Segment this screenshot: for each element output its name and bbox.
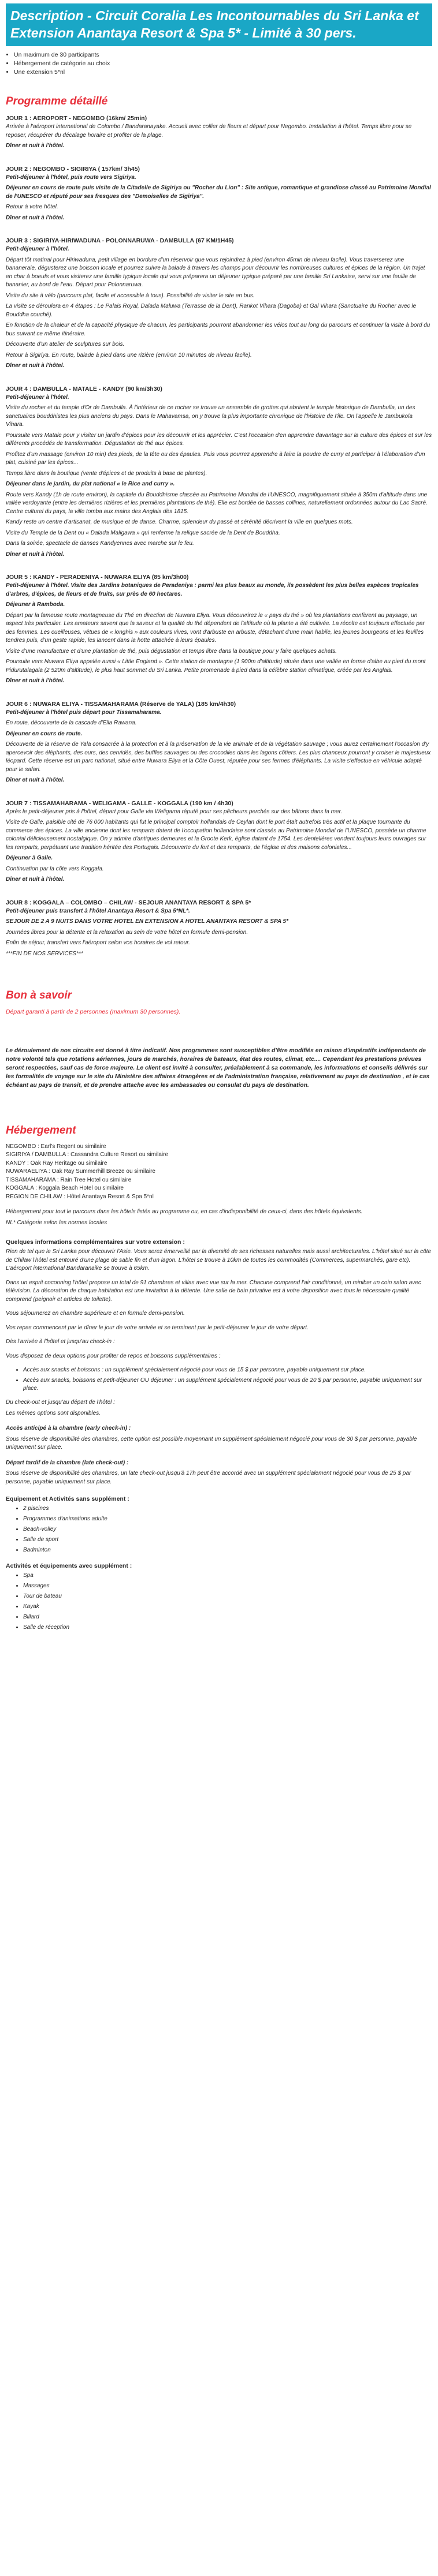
list-item: • Une extension 5*nl <box>14 68 432 77</box>
disclaimer-text: Le déroulement de nos circuits est donné à titre indicatif. Nos programmes sont susceptibles d'être modifiés en raison d'impératifs indépendants de notre volonté tels que rotations aériennes, jours de marchés, horaires de bateaux, état des routes, climat, etc.... Cependant les prestations prévues seront respectées, sauf cas de force majeure. Le client est invité à consulter, préalablement à sa commande, les informations et conseils délivrés sur les formalités de voyage sur le site du Ministère des affaires étrangères et de l'administration française, relativement au pays de destination , et le cas échéant au pays de transit, et de prendre attache avec les ambassades ou consulat du pays de destination. <box>6 1047 430 1089</box>
free-activities-list <box>6 1505 432 1554</box>
extension-info <box>6 1248 432 1360</box>
list-item: • Massages <box>23 1582 432 1590</box>
section-title-bon-a-savoir: Bon à savoir <box>6 989 72 1001</box>
day-title: JOUR 2 : NEGOMBO - SIGIRIYA ( 157km/ 3h45) <box>6 165 140 173</box>
day-line: Petit-déjeuner à l'hôtel. <box>6 246 69 252</box>
list-item: • Un maximum de 30 participants <box>14 51 432 59</box>
list-item: • Accès aux snacks, boissons et petit-déjeuner OU déjeuner : un supplément spécialement négocié pour vous de 20 $ par personne, payable uniquement sur place. <box>23 1377 432 1393</box>
hotel-item: KOGGALA : Koggala Beach Hotel ou similaire <box>6 1185 124 1191</box>
list-item: • 2 piscines <box>23 1505 432 1513</box>
hotel-item: REGION DE CHILAW : Hôtel Anantaya Resort & Spa 5*nl <box>6 1193 154 1200</box>
day-line: Départ tôt matinal pour Hiriwaduna, petit village en bordure d'un réservoir que vous rejoindrez à pied (environ 45min de niveau facile). Vous traverserez une bananeraie, dégusterez une boisson locale et pourrez suivre la balade à travers les champs pour découvrir les nombreuses cultures et épices de la région. Un trajet en char à boeufs et vous visiterez une famille typique locale qui vous préparera un déjeuner typique préparé par une famille Sri Lankaise, servi sur une feuille de bananier, au bord de l'eau. Départ pour Polonnaruwa. <box>6 256 425 288</box>
info-paragraph: Vous séjournerez en chambre supérieure et en formule demi-pension. <box>6 1310 185 1317</box>
early-checkin-title: Accès anticipé à la chambre (early check-in) : <box>6 1425 131 1431</box>
day-line: Retour à votre hôtel. <box>6 204 58 210</box>
day-line: Visite du rocher et du temple d'Or de Dambulla. À l'intérieur de ce rocher se trouve un ensemble de grottes qui abritent le temple historique de Dambulla, un des sanctuaires bouddhistes les plus anciens du pays. Dans le Mahavamsa, on y trouve la plus importante chronique de l'histoire de l'île. On l'appelle le Jambukola Vihara. <box>6 405 415 428</box>
paid-activities-title: Activités et équipements avec supplément : <box>6 1562 132 1569</box>
day-line: Dîner et nuit à l'hôtel. <box>6 551 65 558</box>
day-line: Retour à Sigiriya. En route, balade à pied dans une rizière (environ 10 minutes de niveau facile). <box>6 352 252 358</box>
category-note: NL* Catégorie selon les normes locales <box>6 1219 107 1226</box>
late-checkout-text: Sous réserve de disponibilité des chambres, un late check-out jusqu'à 17h peut être accordé avec un supplément spécialement négocié pour vous de 25 $ par personne, payable uniquement sur place. <box>6 1470 411 1485</box>
checkout-line: Du check-out et jusqu'au départ de l'hôtel : <box>6 1399 115 1405</box>
day-title: JOUR 7 : TISSAMAHARAMA - WELIGAMA - GALLE - KOGGALA (190 km / 4h30) <box>6 799 233 807</box>
info-paragraph: Dans un esprit cocooning l'hôtel propose un total de 91 chambres et villas avec vue sur la mer. Chacune comprend l'air conditionné, un minibar un coin salon avec télévision. La décoration de chaque habitation est une invitation à la détente. Une salle de bain privative est à votre disposition avec tous le nécessaire qualité comprend (peignoir et articles de toilette). <box>6 1279 421 1303</box>
day-title: JOUR 8 : KOGGALA – COLOMBO – CHILAW - SEJOUR ANANTAYA RESORT & SPA 5* <box>6 899 251 906</box>
day-line: Temps libre dans la boutique (vente d'épices et de produits à base de plantes). <box>6 470 207 477</box>
hotel-item: NEGOMBO : Earl's Regent ou similaire <box>6 1143 106 1150</box>
day-line: Dîner et nuit à l'hôtel. <box>6 214 65 221</box>
day-line: Dîner et nuit à l'hôtel. <box>6 876 65 883</box>
day-line: Petit-déjeuner à l'hôtel puis départ pour Tissamaharama. <box>6 709 162 716</box>
day-line: Petit-déjeuner à l'hôtel. Visite des Jardins botaniques de Peradeniya : parmi les plus beaux au monde, ils possèdent les plus belles espèces tropicales d'arbres, d'épices, de fleurs et de fruits, sur près de 60 hectares. <box>6 582 419 597</box>
late-checkout-title: Départ tardif de la chambre (late check-out) : <box>6 1459 129 1466</box>
options-list <box>6 1366 432 1393</box>
day-line: Poursuite vers Matale pour y visiter un jardin d'épices pour les découvrir et les apprécier. C'est l'occasion d'en apprendre davantage sur la culture des épices et sur les différents procédés de transformation. Dégustation de thé aux épices. <box>6 432 432 447</box>
list-item: • Salle de sport <box>23 1536 432 1544</box>
info-paragraph: Dès l'arrivée à l'hôtel et jusqu'au check-in : <box>6 1339 115 1345</box>
hotel-item: NUWARAELIYA : Oak Ray Summerhill Breeze ou similaire <box>6 1168 155 1175</box>
day-line: Petit-déjeuner puis transfert à l'hôtel Anantaya Resort & Spa 5*NL*. <box>6 907 190 914</box>
day-title: JOUR 5 : KANDY - PERADENIYA - NUWARA ELIYA (85 km/3h00) <box>6 574 189 581</box>
day-line: Route vers Kandy (1h de route environ), la capitale du Bouddhisme classée au Patrimoine Mondial de l'UNESCO, magnifiquement située à 350m d'altitude dans une vallée verdoyante (entre les dernières rizières et les premières plantations de thé). Elle est bordée de basses collines, naturellement ordonnées autour du Lac Sacré. Centre culturel du pays, la ville tomba aux mains des Anglais dès 1815. <box>6 491 428 515</box>
list-item: • Badminton <box>23 1546 432 1554</box>
section-title-hebergement: Hébergement <box>6 1124 76 1136</box>
hebergement-note: Hébergement pour tout le parcours dans les hôtels listés au programme ou, en cas d'indisponibilité de ceux-ci, dans des hôtels équivalents. <box>6 1209 363 1215</box>
extension-info-title: Quelques informations complémentaires sur votre extension : <box>6 1239 185 1246</box>
day-line: Petit-déjeuner à l'hôtel. <box>6 394 69 401</box>
day-line: Départ par la fameuse route montagneuse du Thé en direction de Nuwara Eliya. Vous découvrirez le « pays du thé » où les plantations confèrent au paysage, un aspect très particulier. Les amateurs savent que la saveur et la qualité du thé dépendent de l'altitude où la plante a été cultivée. La récolte est toujours effectuée par des femmes. Les cueilleuses, vêtues de « longhis » aux couleurs vives, vont d'arbuste en arbuste, détachant d'une main habile, les jeunes bourgeons et les feuilles tendres puis, d'un geste rapide, les lancent dans la hotte attachée à leurs épaules. <box>6 612 425 644</box>
list-item: • Beach-volley <box>23 1526 432 1534</box>
day-line: Visite de Galle, paisible cité de 76 000 habitants qui fut le principal comptoir hollandais de Ceylan dont le port était autrefois très actif et la plaque tournante du commerce des épices. La ville ancienne dont les remparts datent de l'occupation hollandaise sont classés au Patrimoine Mondial de l'UNESCO, possède un charme colonial délicieusement nostalgique. On y admire d'antiques demeures et la Groote Kerk, église datant de 1754. Les dentelières vendent toujours leurs ouvrages sur les remparts, perpétuant une tradition héritée des Portugais. Découverte du fort et des remparts, de l'église et des maisons coloniales... <box>6 819 426 851</box>
list-item: • Accès aux snacks et boissons : un supplément spécialement négocié pour vous de 15 $ par personne, payable uniquement sur place. <box>23 1366 432 1374</box>
day-line: En fonction de la chaleur et de la capacité physique de chacun, les participants pourront abandonner les vélos tout au long du parcours et continuer la visite à bord du bus suivant ce même itinéraire. <box>6 322 430 337</box>
list-item: • Salle de réception <box>23 1624 432 1632</box>
day-line: Continuation par la côte vers Koggala. <box>6 865 104 872</box>
programme-days <box>6 115 432 966</box>
day-line: Dans la soirée, spectacle de danses Kandyennes avec marche sur le feu. <box>6 540 194 547</box>
day-line: Profitez d'un massage (environ 10 min) des pieds, de la tête ou des épaules. Puis vous pourrez apprendre à faire la poudre de curry et participer à l'élaboration d'un plat, cuisiné par les épices... <box>6 451 425 466</box>
list-item: • Tour de bateau <box>23 1592 432 1601</box>
info-paragraph: Vous disposez de deux options pour profiter de repos et boissons supplémentaires : <box>6 1352 221 1359</box>
list-item: • Kayak <box>23 1603 432 1611</box>
info-paragraph: Rien de tel que le Sri Lanka pour découvrir l'Asie. Vous serez émerveillé par la diversité de ses richesses naturelles mais aussi architecturales. L'hôtel situé sur la côte de Chilaw l'hôtel est entouré d'une plage de sable fin et d'un lagon. L'hôtel se trouve à 10km de toutes les commodités (Commerces, supermarchés, gare etc). L'aéroport international Bandaranaike se trouve à 65km. <box>6 1248 432 1272</box>
early-checkin-text: Sous réserve de disponibilité des chambres, cette option est possible moyennant un supplément spécialement négocié pour vous de 30 $ par personne, payable uniquement sur place. <box>6 1435 417 1450</box>
day-title: JOUR 4 : DAMBULLA - MATALE - KANDY (90 km/3h30) <box>6 385 162 392</box>
day-line: Poursuite vers Nuwara Eliya appelée aussi « Little England ». Cette station de montagne (1 900m d'altitude) située dans une vallée en forme d'albe au pied du mont Pidurutalagala (2 520m d'altitude), le plus haut sommet du Sri Lanka. Petite promenade à pied dans la célèbre station climatique, créée par les Anglais. <box>6 659 426 674</box>
list-item: • Spa <box>23 1572 432 1580</box>
day-line: Journées libres pour la détente et la relaxation au sein de votre hôtel en formule demi-pension. <box>6 929 248 936</box>
day-line: Découverte d'un atelier de sculptures sur bois. <box>6 341 125 347</box>
day-line: Découverte de la réserve de Yala consacrée à la protection et à la préservation de la vie animale et de la végétation sauvage ; vous aurez certainement l'occasion d'y apercevoir des éléphants, des ours, des cervidés, des buffles sauvages ou des crocodiles dans les lagons côtiers. Les plus chanceux pourront y croiser le majestueux léopard. Cette réserve est un parc national, situé entre Nuwara Eliya et la Côte Ouest, réputée pour ses fermes d'éléphants. La visite s'effectue en véhicule adapté pour le safari. <box>6 741 431 773</box>
day-line: Déjeuner à Galle. <box>6 855 53 861</box>
bon-a-savoir-text: Départ garanti à partir de 2 personnes (maximum 30 personnes). <box>6 1008 181 1015</box>
day-line: Arrivée à l'aéroport international de Colombo / Bandaranayake. Accueil avec collier de fleurs et départ pour Negombo. Installation à l'hôtel. Temps libre pour se reposer, récupérer du décalage horaire et profiter de la plage. <box>6 124 412 139</box>
highlights-list <box>6 51 432 77</box>
day-line: Dîner et nuit à l'hôtel. <box>6 777 65 783</box>
day-line: Déjeuner à Rambodа. <box>6 601 65 608</box>
page-title: Description - Circuit Coralia Les Incontournables du Sri Lanka et Extension Anantaya Resort & Spa 5* - Limité à 30 pers. <box>6 3 432 46</box>
list-item: • Programmes d'animations adulte <box>23 1515 432 1523</box>
day-line: Petit-déjeuner à l'hôtel, puis route vers Sigiriya. <box>6 174 136 181</box>
day-line: ***FIN DE NOS SERVICES*** <box>6 950 83 957</box>
day-line: Visite du Temple de la Dent ou « Dalada Maligawa » qui renferme la relique sacrée de la Dent de Bouddha. <box>6 529 280 536</box>
info-paragraph: Vos repas commencent par le dîner le jour de votre arrivée et se terminent par le petit-déjeuner le jour de votre départ. <box>6 1324 309 1331</box>
day-line: Visite d'une manufacture et d'une plantation de thé, puis dégustation et temps libre dans la boutique pour y faire quelques achats. <box>6 648 337 655</box>
hotel-list <box>6 1143 432 1202</box>
day-title: JOUR 1 : AEROPORT - NEGOMBO (16km/ 25min) <box>6 115 147 122</box>
day-line: Déjeuner dans le jardin, du plat national « le Rice and curry ». <box>6 481 175 487</box>
hotel-item: KANDY : Oak Ray Heritage ou similaire <box>6 1160 107 1167</box>
list-item: • Billard <box>23 1613 432 1621</box>
checkout-line: Les mêmes options sont disponibles. <box>6 1409 101 1416</box>
day-line: Déjeuner en cours de route. <box>6 730 83 737</box>
free-activities-title: Equipement et Activités sans supplément : <box>6 1495 129 1502</box>
hotel-item: TISSAMAHARAMA : Rain Tree Hotel ou similaire <box>6 1176 132 1183</box>
day-line: La visite se déroulera en 4 étapes : Le Palais Royal, Dalada Maluwa (Terrasse de la Dent), Rankot Vihara (Dagoba) et Gal Vihara (Sanctuaire du Rocher avec le Bouddha couché). <box>6 303 417 318</box>
day-title: JOUR 3 : SIGIRIYA-HIRIWADUNA - POLONNARUWA - DAMBULLA (67 KM/1H45) <box>6 237 234 244</box>
hotel-item: SIGIRIYA / DAMBULLA : Cassandra Culture Resort ou similaire <box>6 1151 169 1158</box>
day-line: Après le petit-déjeuner pris à l'hôtel, départ pour Galle via Weligama réputé pour ses pêcheurs perchés sur des bâtons dans la mer. <box>6 808 343 815</box>
list-item: • Hébergement de catégorie au choix <box>14 59 432 68</box>
day-line: Déjeuner en cours de route puis visite de la Citadelle de Sigiriya ou "Rocher du Lion" : Site antique, romantique et grandiose classé au Patrimoine Mondial de l'UNESCO et réputé pour ses fresques des "Demoiselles de Sigiriya". <box>6 185 431 200</box>
day-line: En route, découverte de la cascade d'Ella Rawana. <box>6 720 137 726</box>
day-line: Kandy reste un centre d'artisanat, de musique et de danse. Charme, splendeur du passé et sérénité décrivent la ville en quelques mots. <box>6 519 353 525</box>
day-line: Dîner et nuit à l'hôtel. <box>6 143 65 149</box>
day-line: Enfin de séjour, transfert vers l'aéroport selon vos horaires de vol retour. <box>6 940 190 946</box>
day-title: JOUR 6 : NUWARA ELIYA - TISSAMAHARAMA (Réserve de YALA) (185 km/4h30) <box>6 700 236 708</box>
paid-activities-list <box>6 1572 432 1632</box>
day-line: Visite du site à vélo (parcours plat, facile et accessible à tous). Possibilité de visiter le site en bus. <box>6 292 255 299</box>
day-line: Dîner et nuit à l'hôtel. <box>6 678 65 684</box>
day-line: Dîner et nuit à l'hôtel. <box>6 362 65 369</box>
day-line: SEJOUR DE 2 A 9 NUITS DANS VOTRE HOTEL EN EXTENSION A HOTEL ANANTAYA RESORT & SPA 5* <box>6 918 288 925</box>
section-title-programme: Programme détaillé <box>6 95 108 107</box>
